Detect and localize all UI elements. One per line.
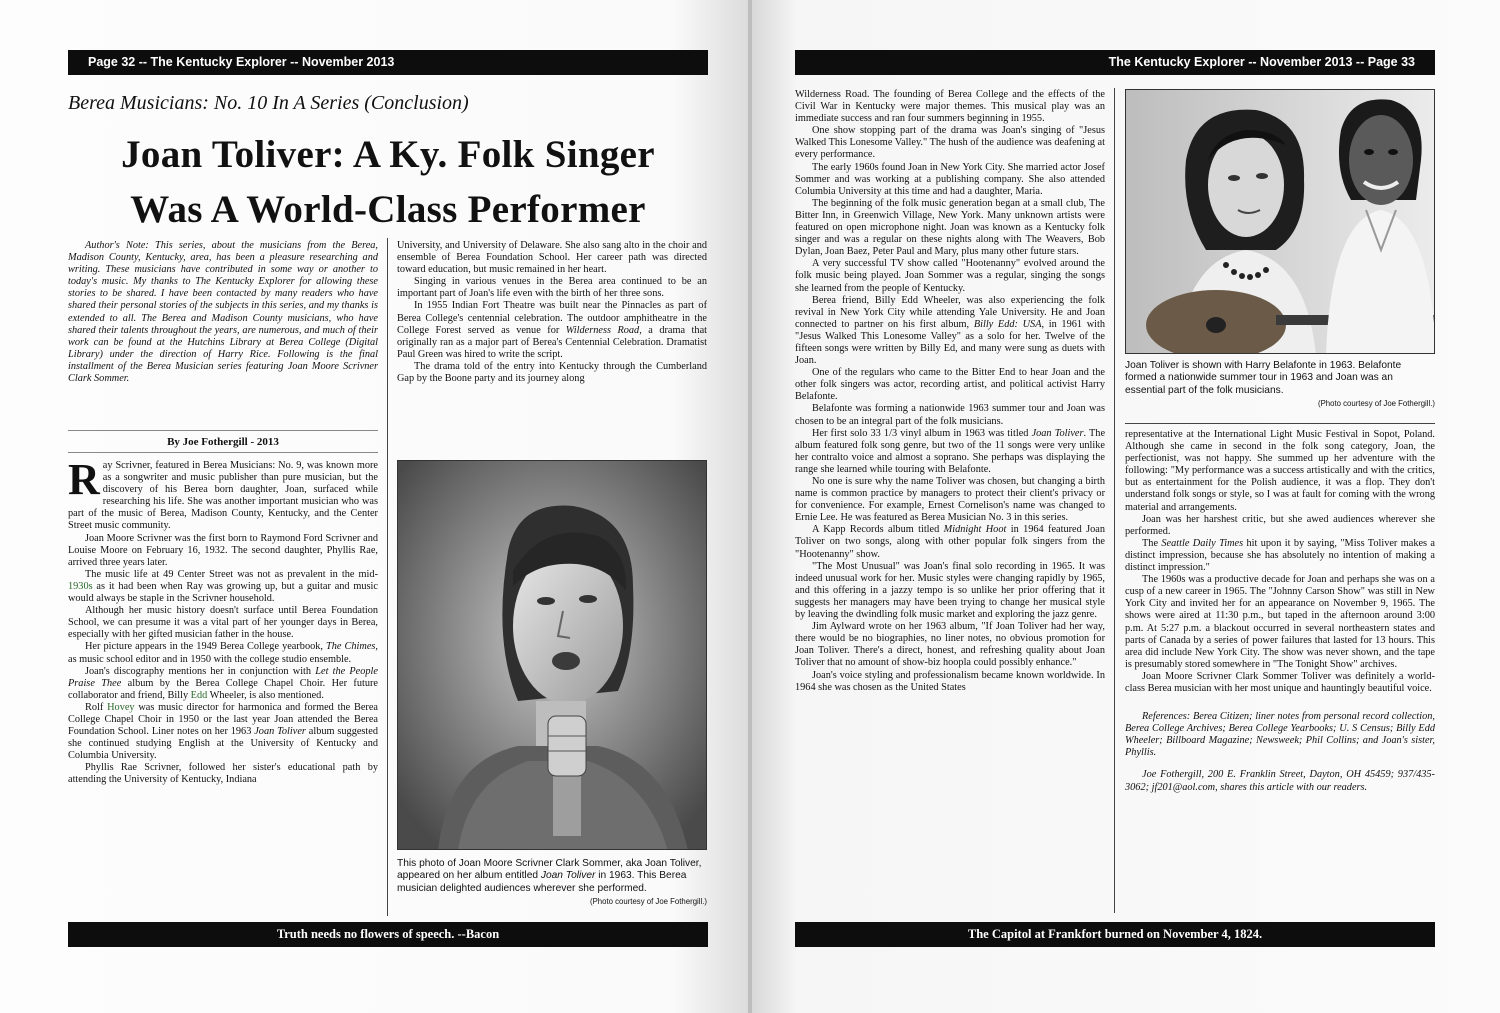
inline-link[interactable]: Hovey [107,701,135,713]
author-contact: Joe Fothergill, 200 E. Franklin Street, Dayton, OH 45459; 937/435-3062; jf201@aol.com, shares this article with our readers. [1125,769,1435,793]
portrait-illustration [398,461,707,850]
left-page-header [68,50,708,75]
caption-rule [1125,423,1435,424]
right-footer-fact: The Capitol at Frankfort burned on November 4, 1824. [967,927,1263,941]
article-headline [68,127,708,237]
headline-line-1: Joan Toliver: A Ky. Folk Singer [121,133,655,176]
right-column-1 [795,89,1105,909]
inline-link[interactable]: Edd [190,689,208,701]
paragraph: Her first solo 33 1/3 vinyl album in 1963 was titled Joan Toliver. The album featured folk song genre, but two of the 11 songs were very unlike her contralto voice and almost a soprano. She perhaps was displaying the range she learned while touring with Belafonte. [795,427,1105,475]
paragraph: Wilderness Road. The founding of Berea College and the effects of the Civil War in Kentucky were major themes. This musical play was an immediate success and ran four summers beginning in 1955. [795,89,1105,125]
inline-link[interactable]: 1930s [68,580,93,592]
byline: By Joe Fothergill - 2013 [68,430,378,453]
authors-note [68,240,378,430]
left-column-2 [397,240,707,450]
paragraph: Phyllis Rae Scrivner, followed her sister's educational path by attending the University of Kentucky, Indiana [68,762,378,786]
paragraph: One show stopping part of the drama was Joan's singing of "Jesus Walked This Lonesome Valley." The hush of the audience was deafening at every performance. [795,125,1105,161]
authors-note-text: Author's Note: This series, about the musicians from the Berea, Madison County, Kentucky, area, has been a pleasure researching and writing. These musicians have contributed in some way or another to today's music. My thanks to The Kentucky Explorer for allowing these stories to be shared. I have been contacted by many readers who have shared their personal stories of the subjects in this series, and my thanks is extended to all. The Berea and Madison County musicians, who have shared their talents throughout the years, are numerous, and much of their work can be found at the Hutchins Library at Berea College (Digital Library) under the direction of Harry Rice. Following is the final installment of the Berea Musician series featuring Joan Moore Scrivner Clark Sommer. [68,240,378,385]
paragraph: Rolf Hovey was music director for harmonica and formed the Berea College Chapel Choir in 1950 or the last year Joan attended the Berea Foundation School. Liner notes on her 1963 Joan Toliver album suggested she continued studying English at the University of Kentucky and Columbia University. [68,701,378,762]
paragraph: Belafonte was forming a nationwide 1963 summer tour and Joan was chosen to be an integral part of the folk musicians. [795,403,1105,427]
paragraph: One of the regulars who came to the Bitter End to hear Joan and the other folk singers was actor, recording artist, and political activist Harry Belafonte. [795,367,1105,403]
caption-text: Joan Toliver is shown with Harry Belafonte in 1963. Belafonte formed a nationwide summer tour in 1963 and Joan was an essential part of the folk musicians. [1125,360,1402,396]
paragraph: In 1955 Indian Fort Theatre was built near the Pinnacles as part of Berea College's centennial celebration. The outdoor amphitheatre in the College Forest served as venue for Wilderness Road, a drama that originally ran as a major part of Berea's Centennial Celebration. Dramatist Paul Green was hired to write the script. [397,300,707,360]
paragraph: Berea friend, Billy Edd Wheeler, was also experiencing the folk revival in New York City while attending Yale University. He and Joan connected to partner on his first album, Billy Edd: USA, in 1961 with "Jesus Walked This Lonesome Valley" as a solo for her. Twelve of the fifteen songs were written by Billy Ed, and many were sung as duets with Joan. [795,294,1105,367]
paragraph: Ray Scrivner, featured in Berea Musicians: No. 9, was known more as a songwriter and music publisher than pure musician, but the discovery of his Berea born daughter, Joan, surfaced while researching his life. She was another important musician who was part of the music of Berea, Madison County, Kentucky, and the Center Street music community. [68,460,378,532]
paragraph: Her picture appears in the 1949 Berea College yearbook, The Chimes, as music school editor and in 1950 with the college studio ensemble. [68,641,378,665]
paragraph: The music life at 49 Center Street was not as prevalent in the mid-1930s as it had been when Ray was growing up, but a guitar and music would always be staple in the Scrivner household. [68,568,378,605]
right-header-text: The Kentucky Explorer -- November 2013 -- Page 33 [1108,55,1415,69]
left-column-1 [68,460,378,915]
paragraph: University, and University of Delaware. She also sang alto in the choir and ensemble of Berea Foundation School. Her career path was directed toward education, but music remained in her heart. [397,240,707,276]
duet-illustration [1126,90,1435,354]
paragraph: "The Most Unusual" was Joan's final solo recording in 1965. It was indeed unusual work for her. Music styles were changing rapidly by 1965, and this offering in a jazzy tempo is so unlike her prior offering that it suggests her managers may have been trying to change her musical style by leaving the dwindling folk music market and exploring the jazz genre. [795,560,1105,621]
right-photo-caption [1125,360,1435,411]
paragraph: The drama told of the entry into Kentucky through the Cumberland Gap by the Boone party and its journey along [397,360,707,385]
left-page-footer [68,922,708,947]
left-header-text: Page 32 -- The Kentucky Explorer -- November 2013 [88,55,395,69]
right-page-footer [795,922,1435,947]
column-divider [387,238,388,916]
left-footer-quote: Truth needs no flowers of speech. --Bacon [276,927,500,941]
right-column-2 [1125,429,1435,914]
headline-line-2: Was A World-Class Performer [130,188,646,231]
paragraph: Although her music history doesn't surface until Berea Foundation School, we can presume it was a vital part of her younger days in Berea, especially with her gifted musician father in the house. [68,605,378,641]
paragraph: Joan was her harshest critic, but she awed audiences wherever she performed. [1125,513,1435,537]
paragraph: Singing in various venues in the Berea area continued to be an important part of Joan's life even with the birth of her three sons. [397,276,707,300]
paragraph: Joan's voice styling and professionalism became known worldwide. In 1964 she was chosen as the United States [795,669,1105,693]
paragraph: The beginning of the folk music generation began at a small club, The Bitter Inn, in Greenwich Village, New York. Many unknown artists were featured on open microphone night. Joan was known as a Kentucky folk singer and was a regular on these nights along with The Weavers, Bob Dylan, Joan Baez, Peter Paul and Mary, plus many other future stars. [795,197,1105,258]
photo-credit: (Photo courtesy of Joe Fothergill.) [1317,399,1435,409]
paragraph: Joan's discography mentions her in conjunction with Let the People Praise Thee album by the Berea College Chapel Choir. Her future collaborator and friend, Billy Edd Wheeler, is also mentioned. [68,665,378,701]
paragraph: The early 1960s found Joan in New York City. She married actor Josef Sommer and was working at a publishing company. She also attended Columbia University at this time and had a daughter, Maria. [795,161,1105,197]
joan-and-belafonte-photo [1125,89,1435,354]
paragraph: The Seattle Daily Times hit upon it by saying, "Miss Toliver makes a distinct impression, because she has absolutely no intention of making a distinct impression." [1125,537,1435,574]
paragraph: Jim Aylward wrote on her 1963 album, "If Joan Toliver had her way, there would be no biographies, no liner notes, no obvious promotion for Joan Toliver. There's a direct, honest, and refreshing quality about Joan Toliver that no amount of show-biz hoopla could possibly enhance." [795,621,1105,669]
paragraph: A Kapp Records album titled Midnight Hoot in 1964 featured Joan Toliver on two songs, along with other popular folk singers from the "Hootenanny" show. [795,524,1105,560]
paragraph: Joan Moore Scrivner Clark Sommer Toliver was definitely a world-class Berea musician with her most unique and hauntingly beautiful voice. [1125,670,1435,694]
joan-toliver-portrait-photo [397,460,707,850]
column-divider [1114,88,1115,913]
series-kicker: Berea Musicians: No. 10 In A Series (Conclusion) [68,92,469,114]
right-page-header [795,50,1435,75]
paragraph: A very successful TV show called "Hootenanny" evolved around the folk music being played. Joan Sommer was a regular, singing the songs she learned from the people of Kentucky. [795,258,1105,294]
photo-credit: (Photo courtesy of Joe Fothergill.) [589,897,707,907]
caption-text: This photo of Joan Moore Scrivner Clark Sommer, aka Joan Toliver, appeared on her album entitled Joan Toliver in 1963. This Berea musician delighted audiences wherever she performed. [397,858,702,894]
left-photo-caption [397,858,707,909]
references: References: Berea Citizen; liner notes from personal record collection, Berea College Archives; Berea College Yearbooks; U. S Census; Billy Edd Wheeler; Billboard Magazine; Newsweek; Phil Collins; and Joan's sister, Phyllis. [1125,711,1435,759]
paragraph: Joan Moore Scrivner was the first born to Raymond Ford Scrivner and Louise Moore on February 16, 1932. The second daughter, Phyllis Rae, arrived three years later. [68,532,378,568]
paragraph: The 1960s was a productive decade for Joan and perhaps she was on a cusp of a new career in 1965. The "Johnny Carson Show" was still in New York City and invited her for an appearance on November 9, 1965. The shows were aired at 11:30 p.m., but taped in the afternoon around 3:00 p.m. At 5:27 p.m. a blackout occurred in several northeastern states and parts of Canada by a series of power failures that lasted for 13 hours. This area did include New York City. The show was never shown, and the tape is presumably stored somewhere in "The Tonight Show" archives. [1125,574,1435,670]
drop-cap: R [68,460,100,504]
paragraph: No one is sure why the name Toliver was chosen, but changing a birth name is common practice by managers to protect their client's privacy or for convenience. For example, Ernest Cornelison's name was changed to Ernie Lee. He was featured as Berea Musician No. 3 in this series. [795,476,1105,524]
paragraph: representative at the International Light Music Festival in Sopot, Poland. Although she came in second in the folk song category, Joan, the perfectionist, was not happy. She summed up her adventure with the following: "My performance was a success artistically and with the critics, but as entertainment for the Polish audience, it was a flop. They don't understand folk songs or style, so I was at fault for coming with the wrong material and arrangements. [1125,429,1435,513]
